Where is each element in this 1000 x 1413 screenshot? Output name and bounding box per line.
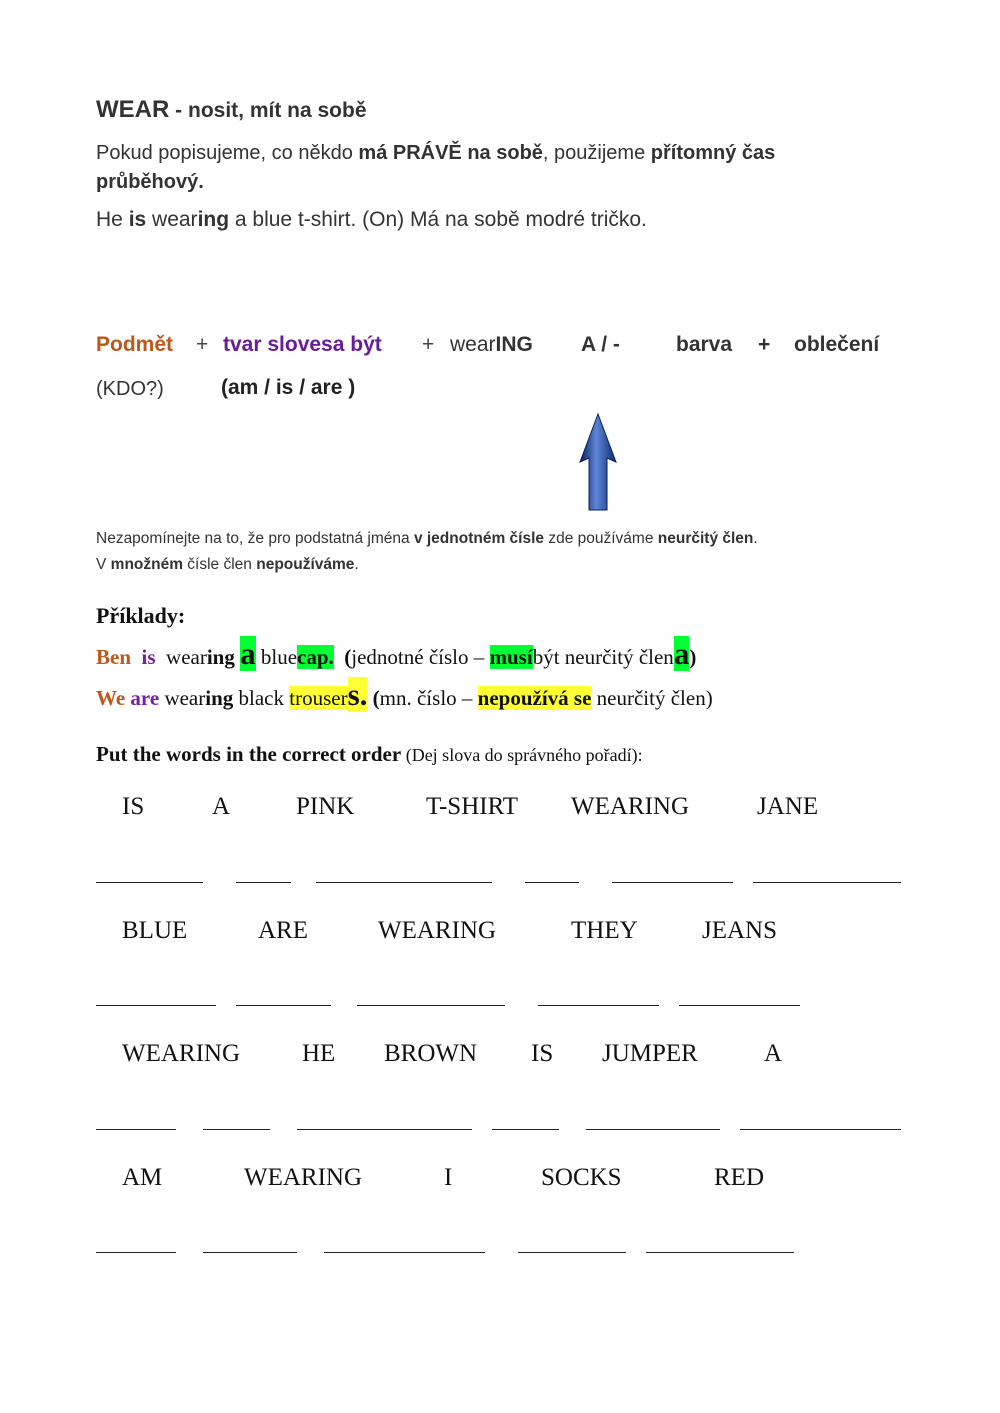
example0-bold-1: is — [128, 208, 147, 231]
example-subject: We — [96, 686, 126, 710]
exercise-word: BROWN — [384, 1040, 478, 1067]
page-title — [96, 96, 367, 124]
note-text: Nezapomínejte na to, že pro podstatná jména — [96, 530, 414, 547]
answer-blank[interactable] — [96, 1252, 176, 1253]
up-arrow-icon — [578, 412, 618, 512]
exercise-word: BLUE — [122, 917, 188, 944]
example-line-singular — [96, 636, 697, 671]
example-subject: Ben — [96, 645, 132, 669]
formula-subject: Podmět — [96, 333, 174, 356]
answer-blank[interactable] — [236, 882, 291, 883]
note-line-2 — [96, 552, 758, 578]
instructions-bold: Put the words in the correct order — [96, 742, 402, 766]
answer-blank[interactable] — [679, 1005, 800, 1006]
answer-blank[interactable] — [525, 882, 579, 883]
exercise-word: IS — [531, 1040, 554, 1067]
example-article: a — [240, 636, 256, 671]
note-bold: neurčitý člen — [657, 530, 754, 547]
note-paragraph — [96, 526, 758, 578]
example-text: ) — [689, 645, 697, 669]
note-text: . — [753, 530, 758, 547]
formula-article: A / - — [581, 333, 620, 356]
exercise-word: AM — [122, 1164, 163, 1191]
formula-clothing: oblečení — [794, 333, 880, 356]
exercise-word: WEARING — [122, 1040, 241, 1067]
answer-blank[interactable] — [586, 1129, 720, 1130]
example-not-used: nepoužívá se — [477, 686, 592, 710]
exercise-word: I — [444, 1164, 453, 1191]
formula-be-forms: (am / is / are ) — [221, 376, 356, 399]
examples-heading: Příklady: — [96, 603, 186, 628]
formula-plus: + — [422, 333, 435, 356]
note-bold: množném — [110, 556, 183, 573]
example-text: wear — [166, 645, 207, 669]
answer-blank[interactable] — [236, 1005, 331, 1006]
exercise-word: WEARING — [244, 1164, 363, 1191]
example-ing: ing — [206, 645, 235, 669]
answer-blank[interactable] — [203, 1129, 270, 1130]
example-text: ( — [372, 686, 380, 710]
exercise-word: IS — [122, 793, 145, 820]
exercise-word: A — [764, 1040, 783, 1067]
note-text: čísle člen — [183, 556, 257, 573]
answer-blank[interactable] — [357, 1005, 505, 1006]
example-must: musí — [489, 645, 533, 669]
answer-blank[interactable] — [96, 882, 203, 883]
answer-blank[interactable] — [96, 1005, 216, 1006]
answer-blank[interactable] — [612, 882, 733, 883]
intro-text-1: Pokud popisujeme, co někdo — [96, 142, 359, 164]
example-article: a — [673, 636, 690, 671]
answer-blank[interactable] — [646, 1252, 794, 1253]
intro-paragraph — [96, 139, 876, 197]
example-line-plural — [96, 677, 713, 712]
example-verb: are — [130, 686, 160, 710]
answer-blank[interactable] — [740, 1129, 901, 1130]
exercise-word: ARE — [258, 917, 308, 944]
intro-bold-1: má PRÁVĚ na sobě — [358, 142, 543, 164]
formula-color: barva — [676, 333, 733, 356]
answer-blank[interactable] — [203, 1252, 297, 1253]
intro-example-sentence — [96, 208, 647, 232]
example-text: mn. číslo – — [379, 686, 478, 710]
example-text: být neurčitý člen — [532, 645, 674, 669]
note-text: V — [96, 556, 111, 573]
example-text: ( — [344, 645, 352, 669]
example-plural-ending: s. — [347, 677, 368, 712]
exercise-word: SOCKS — [541, 1164, 622, 1191]
note-text: . — [354, 556, 359, 573]
note-bold: nepoužíváme — [256, 556, 355, 573]
formula-who: (KDO?) — [96, 378, 164, 400]
example-ing: ing — [205, 686, 234, 710]
note-bold: v jednotném čísle — [413, 530, 545, 547]
instructions-normal: (Dej slova do správného pořadí): — [401, 745, 643, 765]
answer-blank[interactable] — [96, 1129, 176, 1130]
example0-text-1: He — [96, 208, 129, 231]
example-text: neurčitý člen) — [591, 686, 713, 710]
exercise-word: WEARING — [378, 917, 497, 944]
exercise-word: JEANS — [702, 917, 778, 944]
exercise-word: JUMPER — [602, 1040, 698, 1067]
note-text: zde používáme — [544, 530, 658, 547]
answer-blank[interactable] — [518, 1252, 626, 1253]
example-text: jednotné číslo – — [351, 645, 490, 669]
note-line-1 — [96, 526, 758, 552]
answer-blank[interactable] — [492, 1129, 559, 1130]
exercise-word: RED — [714, 1164, 764, 1191]
title-sub: - nosit, mít na sobě — [169, 99, 367, 122]
exercise-word: A — [212, 793, 231, 820]
intro-bold-2: přítomný čas průběhový. — [96, 142, 776, 193]
exercise-instructions — [96, 742, 643, 767]
example-noun: trouser — [289, 686, 348, 710]
example-text: blue — [260, 645, 298, 669]
intro-text-2: , použijeme — [542, 142, 651, 164]
example0-text-3: a blue t-shirt. (On) Má na sobě modré tričko. — [229, 208, 647, 231]
exercise-word: HE — [302, 1040, 336, 1067]
answer-blank[interactable] — [316, 882, 492, 883]
formula-wear: wear — [450, 333, 496, 356]
formula-ing: ING — [495, 333, 533, 356]
example-text: wear — [164, 686, 206, 710]
title-main: WEAR — [96, 96, 170, 123]
formula-plus: + — [758, 333, 771, 356]
example-noun: cap. — [297, 645, 334, 669]
exercise-word: PINK — [296, 793, 355, 820]
exercise-word: T-SHIRT — [426, 793, 519, 820]
answer-blank[interactable] — [297, 1129, 472, 1130]
example0-bold-2: ing — [197, 208, 230, 231]
answer-blank[interactable] — [324, 1252, 485, 1253]
example-verb: is — [141, 645, 156, 669]
exercise-word: THEY — [571, 917, 638, 944]
exercise-word: WEARING — [571, 793, 690, 820]
formula-plus: + — [196, 333, 209, 356]
example0-text-2: wear — [146, 208, 198, 231]
formula-verb-form: tvar slovesa být — [223, 333, 382, 356]
formula-wearing — [450, 333, 533, 357]
answer-blank[interactable] — [538, 1005, 659, 1006]
exercise-word: JANE — [757, 793, 819, 820]
example-text: black — [238, 686, 284, 710]
answer-blank[interactable] — [753, 882, 901, 883]
